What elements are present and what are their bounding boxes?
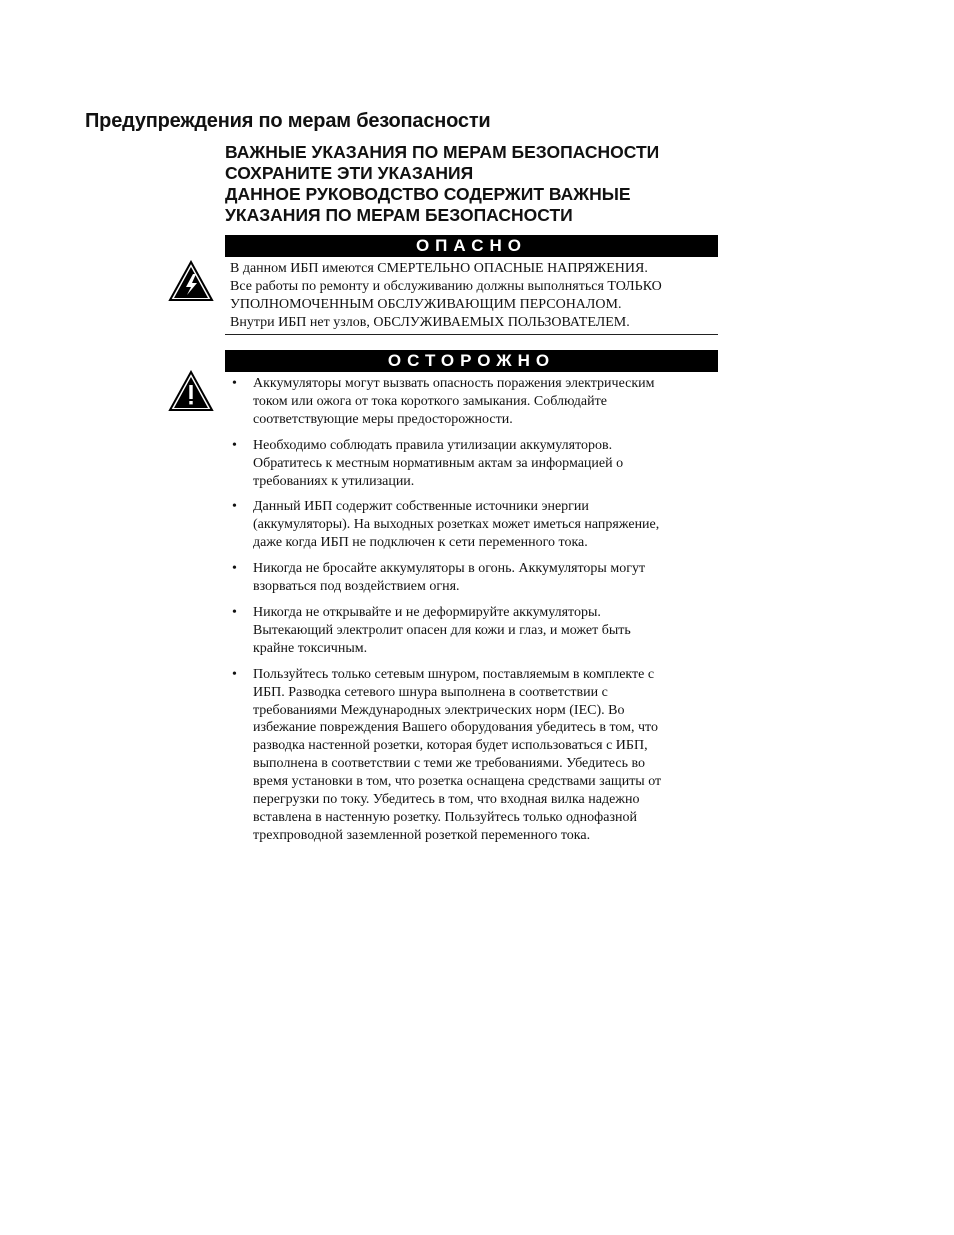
danger-banner: ОПАСНО <box>225 235 718 257</box>
bullet: • <box>232 604 237 620</box>
list-item <box>230 560 722 596</box>
important-line: ВАЖНЫЕ УКАЗАНИЯ ПО МЕРАМ БЕЗОПАСНОСТИ <box>225 142 660 162</box>
electric-shock-warning-icon <box>168 260 214 302</box>
list-item <box>230 604 722 658</box>
bullet: • <box>232 437 237 453</box>
caution-item-text: Никогда не бросайте аккумуляторы в огонь. Аккумуляторы могут взорваться под воздействием огня. <box>253 561 646 595</box>
bullet: • <box>232 561 237 577</box>
important-line: ДАННОЕ РУКОВОДСТВО СОДЕРЖИТ ВАЖНЫЕ <box>225 184 631 204</box>
danger-line: УПОЛНОМОЧЕННЫМ ОБСЛУЖИВАЮЩИМ ПЕРСОНАЛОМ. <box>230 297 622 312</box>
danger-line: Внутри ИБП нет узлов, ОБСЛУЖИВАЕМЫХ ПОЛЬЗОВАТЕЛЕМ. <box>230 315 630 330</box>
list-item <box>230 437 722 491</box>
caution-item-text: Никогда не открывайте и не деформируйте аккумуляторы. Вытекающий электролит опасен для кожи и глаз, и может быть крайне токсичным. <box>253 604 631 656</box>
caution-list <box>230 375 722 853</box>
caution-item-text: Необходимо соблюдать правила утилизации аккумуляторов. Обратитесь к местным нормативным актам за информацией о требованиях к утилизации. <box>253 437 624 489</box>
danger-text <box>230 260 722 332</box>
caution-banner: ОСТОРОЖНО <box>225 350 718 372</box>
list-item <box>230 666 722 845</box>
danger-divider <box>225 334 718 335</box>
bullet: • <box>232 499 237 515</box>
caution-item-text: Пользуйтесь только сетевым шнуром, поставляемым в комплекте с ИБП. Разводка сетевого шнура выполнена в соответствии с требованиями Международных электрических норм (IEC). Во избежание повреждения Вашего оборудования убедитесь в том, что разводка настенной розетки, которая будет использоваться с ИБП, выполнена в соответствии с теми же требованиями. Убедитесь во время установки в том, что розетка оснащена средствами защиты от перегрузки по току. Убедитесь в том, что входная вилка надежно вставлена в настенную розетку. Пользуйтесь только однофазной трехпроводной заземленной розеткой переменного тока. <box>253 666 662 843</box>
caution-item-text: Аккумуляторы могут вызвать опасность поражения электрическим током или ожога от тока короткого замыкания. Соблюдайте соответствующие меры предосторожности. <box>253 376 655 427</box>
bullet: • <box>232 376 237 391</box>
bullet: • <box>232 666 237 682</box>
danger-line: Все работы по ремонту и обслуживанию должны выполняться ТОЛЬКО <box>230 279 662 294</box>
important-line: СОХРАНИТЕ ЭТИ УКАЗАНИЯ <box>225 163 474 183</box>
exclamation-warning-icon <box>168 370 214 412</box>
important-line: УКАЗАНИЯ ПО МЕРАМ БЕЗОПАСНОСТИ <box>225 205 573 225</box>
important-instructions <box>225 142 725 226</box>
caution-item-text: Данный ИБП содержит собственные источники энергии (аккумуляторы). На выходных розетках может иметься напряжение, даже когда ИБП не подключен к сети переменного тока. <box>253 499 660 551</box>
danger-line: В данном ИБП имеются СМЕРТЕЛЬНО ОПАСНЫЕ НАПРЯЖЕНИЯ. <box>230 261 648 276</box>
list-item <box>230 375 722 429</box>
page-title: Предупреждения по мерам безопасности <box>85 110 491 132</box>
list-item <box>230 498 722 552</box>
